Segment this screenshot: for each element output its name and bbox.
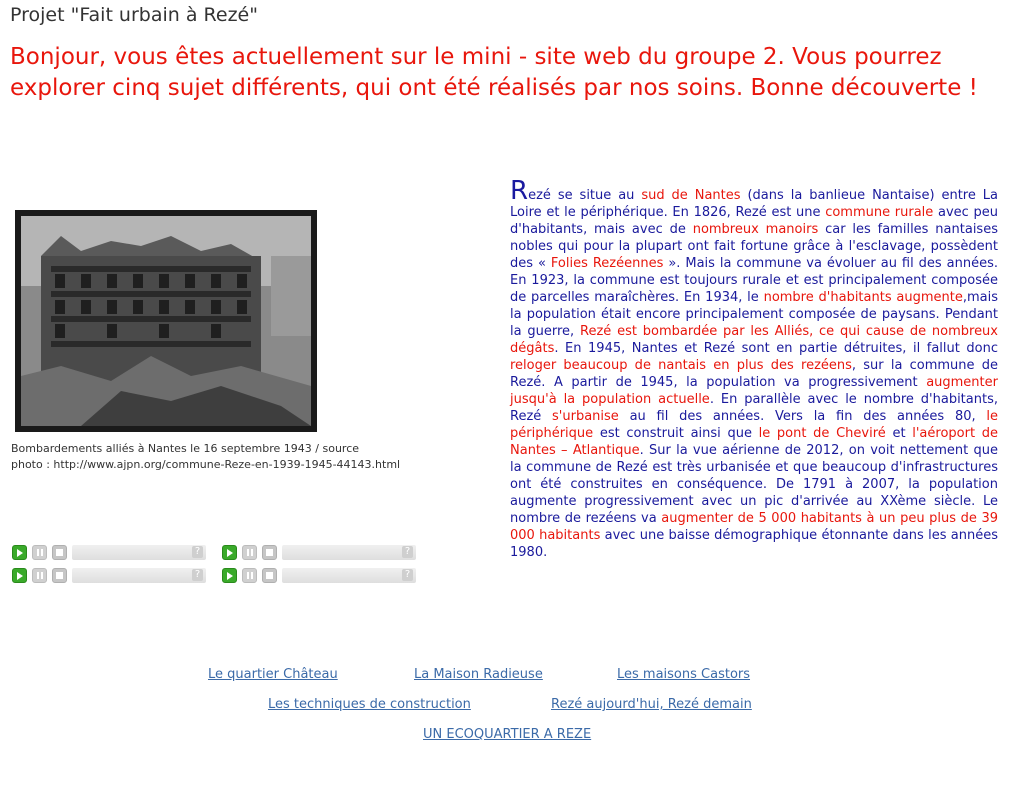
audio-player: [12, 544, 208, 562]
progress-bar[interactable]: [72, 545, 206, 560]
photo-caption: [11, 441, 431, 473]
article-segment: avec une baisse démographique étonnante dans les années 1980.: [510, 528, 998, 560]
article-segment: au fil des années. Vers la fin des années 80,: [618, 409, 987, 424]
article-highlight: nombreux manoirs: [692, 222, 819, 237]
article-highlight: l'aéroport de Nantes – Atlantique: [510, 426, 998, 458]
article-highlight: reloger beaucoup de nantais en plus des rezéens: [510, 358, 852, 373]
article-segment: et: [885, 426, 913, 441]
article-highlight: Rezé est bombardée par les Alliés, ce qui cause de nombreux dégâts: [510, 324, 998, 356]
site-title: Projet "Fait urbain à Rezé": [10, 4, 258, 26]
article-highlight: augmenter de 5 000 habitants à un peu plus de 39 000 habitants: [510, 511, 998, 543]
stop-icon[interactable]: [52, 568, 67, 583]
pause-icon[interactable]: [242, 545, 257, 560]
help-icon[interactable]: ?: [192, 546, 203, 558]
link-ecoquartier[interactable]: UN ECOQUARTIER A REZE: [423, 727, 592, 742]
article-segment: . En parallèle avec le nombre d'habitants, Rezé: [510, 392, 998, 424]
help-icon[interactable]: ?: [402, 569, 413, 581]
article-segment: , sur la commune de Rezé. A partir de 1945, la population va progressivement: [510, 358, 998, 390]
article-segment: avec peu d'habitants, mais avec de: [510, 205, 998, 237]
pause-icon[interactable]: [32, 568, 47, 583]
article-segment: ,mais la population était encore principalement composée de paysans. Pendant la guerre,: [510, 290, 998, 339]
article-segment: (dans la banlieue Nantaise) entre La Loire et le périphérique. En 1826, Rezé est une: [510, 188, 998, 220]
progress-bar[interactable]: [282, 545, 416, 560]
article-highlight: le pont de Cheviré: [758, 426, 886, 441]
article-highlight: Folies Rezéennes: [550, 256, 664, 271]
article-highlight: s'urbanise: [552, 409, 619, 424]
article-highlight: le périphérique: [510, 409, 999, 441]
play-icon[interactable]: [222, 545, 237, 560]
stop-icon[interactable]: [262, 545, 277, 560]
help-icon[interactable]: ?: [192, 569, 203, 581]
pause-icon[interactable]: [32, 545, 47, 560]
article-highlight: nombre d'habitants augmente: [763, 290, 963, 305]
link-maisons-castors[interactable]: Les maisons Castors: [617, 667, 751, 682]
article-segment: ezé se situe au: [528, 188, 642, 203]
bombing-photo: [15, 210, 317, 432]
article-segment: ». Mais la commune va évoluer au fil des années. En 1923, la commune est toujours rurale et est principalement composée de parcelles maraîchères. En 1934, le: [510, 256, 998, 305]
progress-bar[interactable]: [72, 568, 206, 583]
intro-text: Bonjour, vous êtes actuellement sur le mini - site web du groupe 2. Vous pourrez explorer cinq sujet différents, qui ont été réalisés par nos soins. Bonne découverte !: [10, 44, 978, 101]
caption-source-url: photo : http://www.ajpn.org/commune-Reze-en-1939-1945-44143.html: [11, 458, 401, 471]
pause-icon[interactable]: [242, 568, 257, 583]
link-techniques-construction[interactable]: Les techniques de construction: [268, 697, 471, 712]
audio-player: [222, 567, 418, 585]
play-icon[interactable]: [12, 568, 27, 583]
play-icon[interactable]: [12, 545, 27, 560]
article-highlight: augmenter jusqu'à la population actuelle: [510, 375, 998, 407]
progress-bar[interactable]: [282, 568, 416, 583]
article-text: [510, 176, 999, 561]
link-maison-radieuse[interactable]: La Maison Radieuse: [414, 667, 543, 682]
audio-players: [12, 544, 422, 586]
article-segment: car les familles nantaises nobles qui pour la plupart ont fait fortune grâce à l'esclavage, possèdent des «: [510, 222, 998, 271]
article-segment: . En 1945, Nantes et Rezé sont en partie détruites, il fallut donc: [554, 341, 998, 356]
article-highlight: commune rurale: [825, 205, 934, 220]
article-segment: est construit ainsi que: [593, 426, 759, 441]
link-reze-aujourdhui[interactable]: Rezé aujourd'hui, Rezé demain: [551, 697, 752, 712]
stop-icon[interactable]: [52, 545, 67, 560]
help-icon[interactable]: ?: [402, 546, 413, 558]
audio-player: [12, 567, 208, 585]
stop-icon[interactable]: [262, 568, 277, 583]
caption-line-1: Bombardements alliés à Nantes le 16 septembre 1943 / source: [11, 442, 360, 455]
audio-player: [222, 544, 418, 562]
article-highlight: sud de Nantes: [641, 188, 741, 203]
article-segment: . Sur la vue aérienne de 2012, on voit nettement que la commune de Rezé est très urbanisée et que beaucoup d'infrastructures ont été construites en conséquence. De 1791 à 2007, la population augmente progressivement avec un pic d'arrivée au XXème siècle. Le nombre de rezéens va: [510, 443, 998, 526]
link-quartier-chateau[interactable]: Le quartier Château: [208, 667, 338, 682]
play-icon[interactable]: [222, 568, 237, 583]
drop-cap: R: [510, 176, 529, 206]
